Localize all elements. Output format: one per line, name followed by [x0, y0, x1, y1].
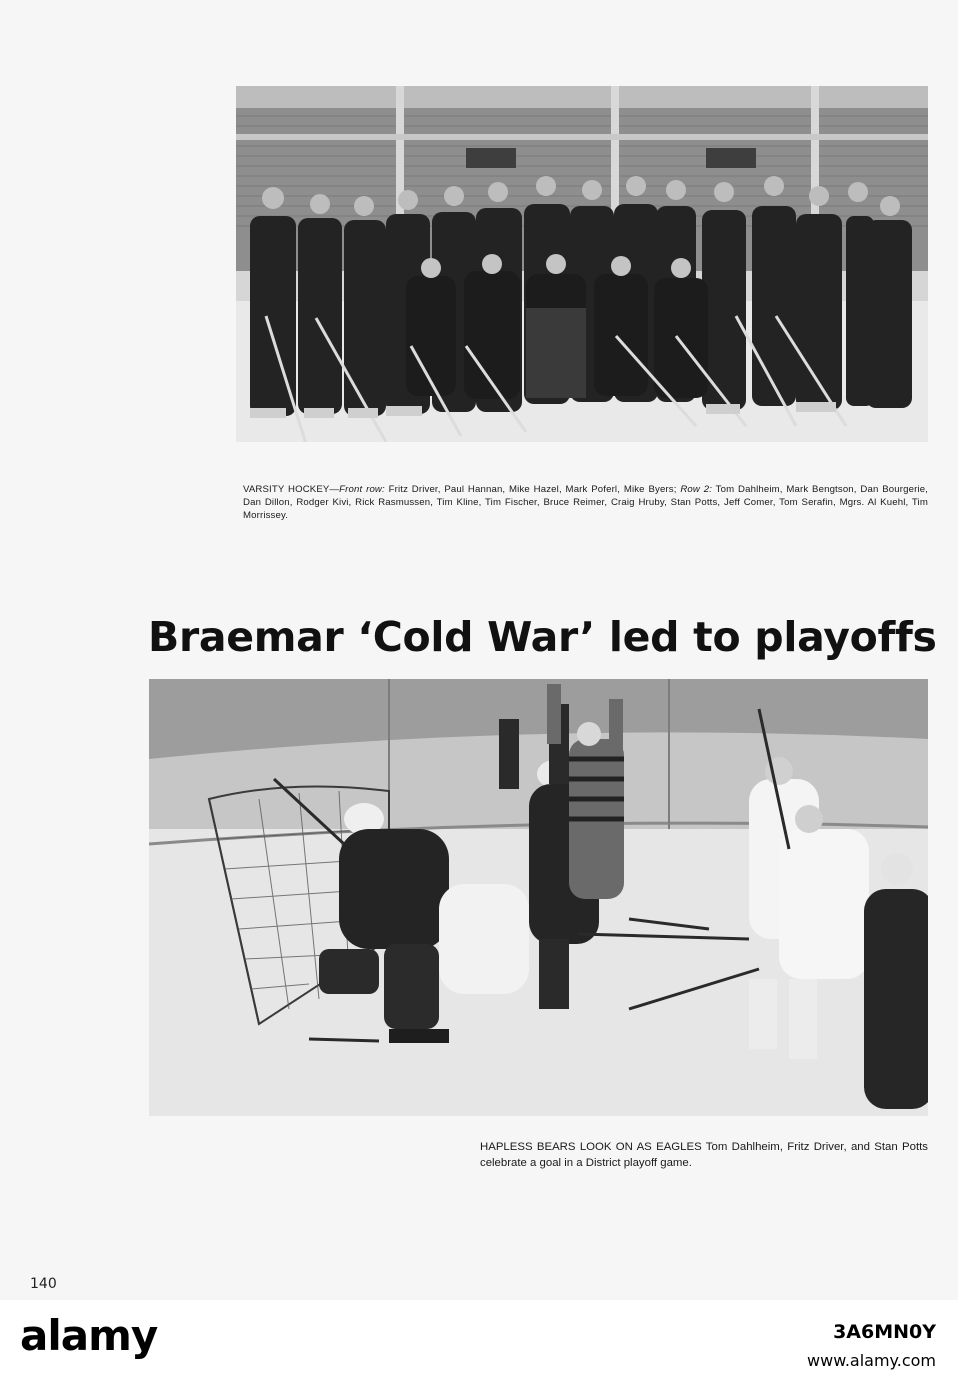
caption-row2-label: Row 2:	[680, 484, 713, 495]
action-photo	[149, 679, 928, 1116]
caption-row2-names: Tom Dahlheim, Mark Bengtson, Dan Bourgerie, Dan Dillon, Rodger Kivi, Rick Rasmussen, Tim Kline, Tim Fischer, Bruce Reimer, Craig Hruby, Stan Potts, Jeff Comer, Tom Serafin, Mgrs. Al Kuehl, Tim Morrissey.	[243, 484, 928, 521]
watermark-logo: alamy	[20, 1311, 158, 1360]
caption-front-names: Fritz Driver, Paul Hannan, Mike Hazel, Mark Poferl, Mike Byers;	[384, 484, 681, 495]
team-photo	[236, 86, 928, 442]
team-photo-caption	[243, 483, 928, 522]
caption-front-label: Front row:	[339, 484, 385, 495]
watermark-image-id: 3A6MN0Y	[833, 1321, 936, 1343]
action-photo-caption: HAPLESS BEARS LOOK ON AS EAGLES Tom Dahlheim, Fritz Driver, and Stan Potts celebrate a goal in a District playoff game.	[480, 1141, 928, 1169]
watermark-url: www.alamy.com	[807, 1351, 936, 1370]
page-number: 140	[30, 1276, 57, 1292]
page-headline: Braemar ‘Cold War’ led to playoffs	[148, 613, 937, 661]
caption-intro: VARSITY HOCKEY—	[243, 484, 340, 495]
